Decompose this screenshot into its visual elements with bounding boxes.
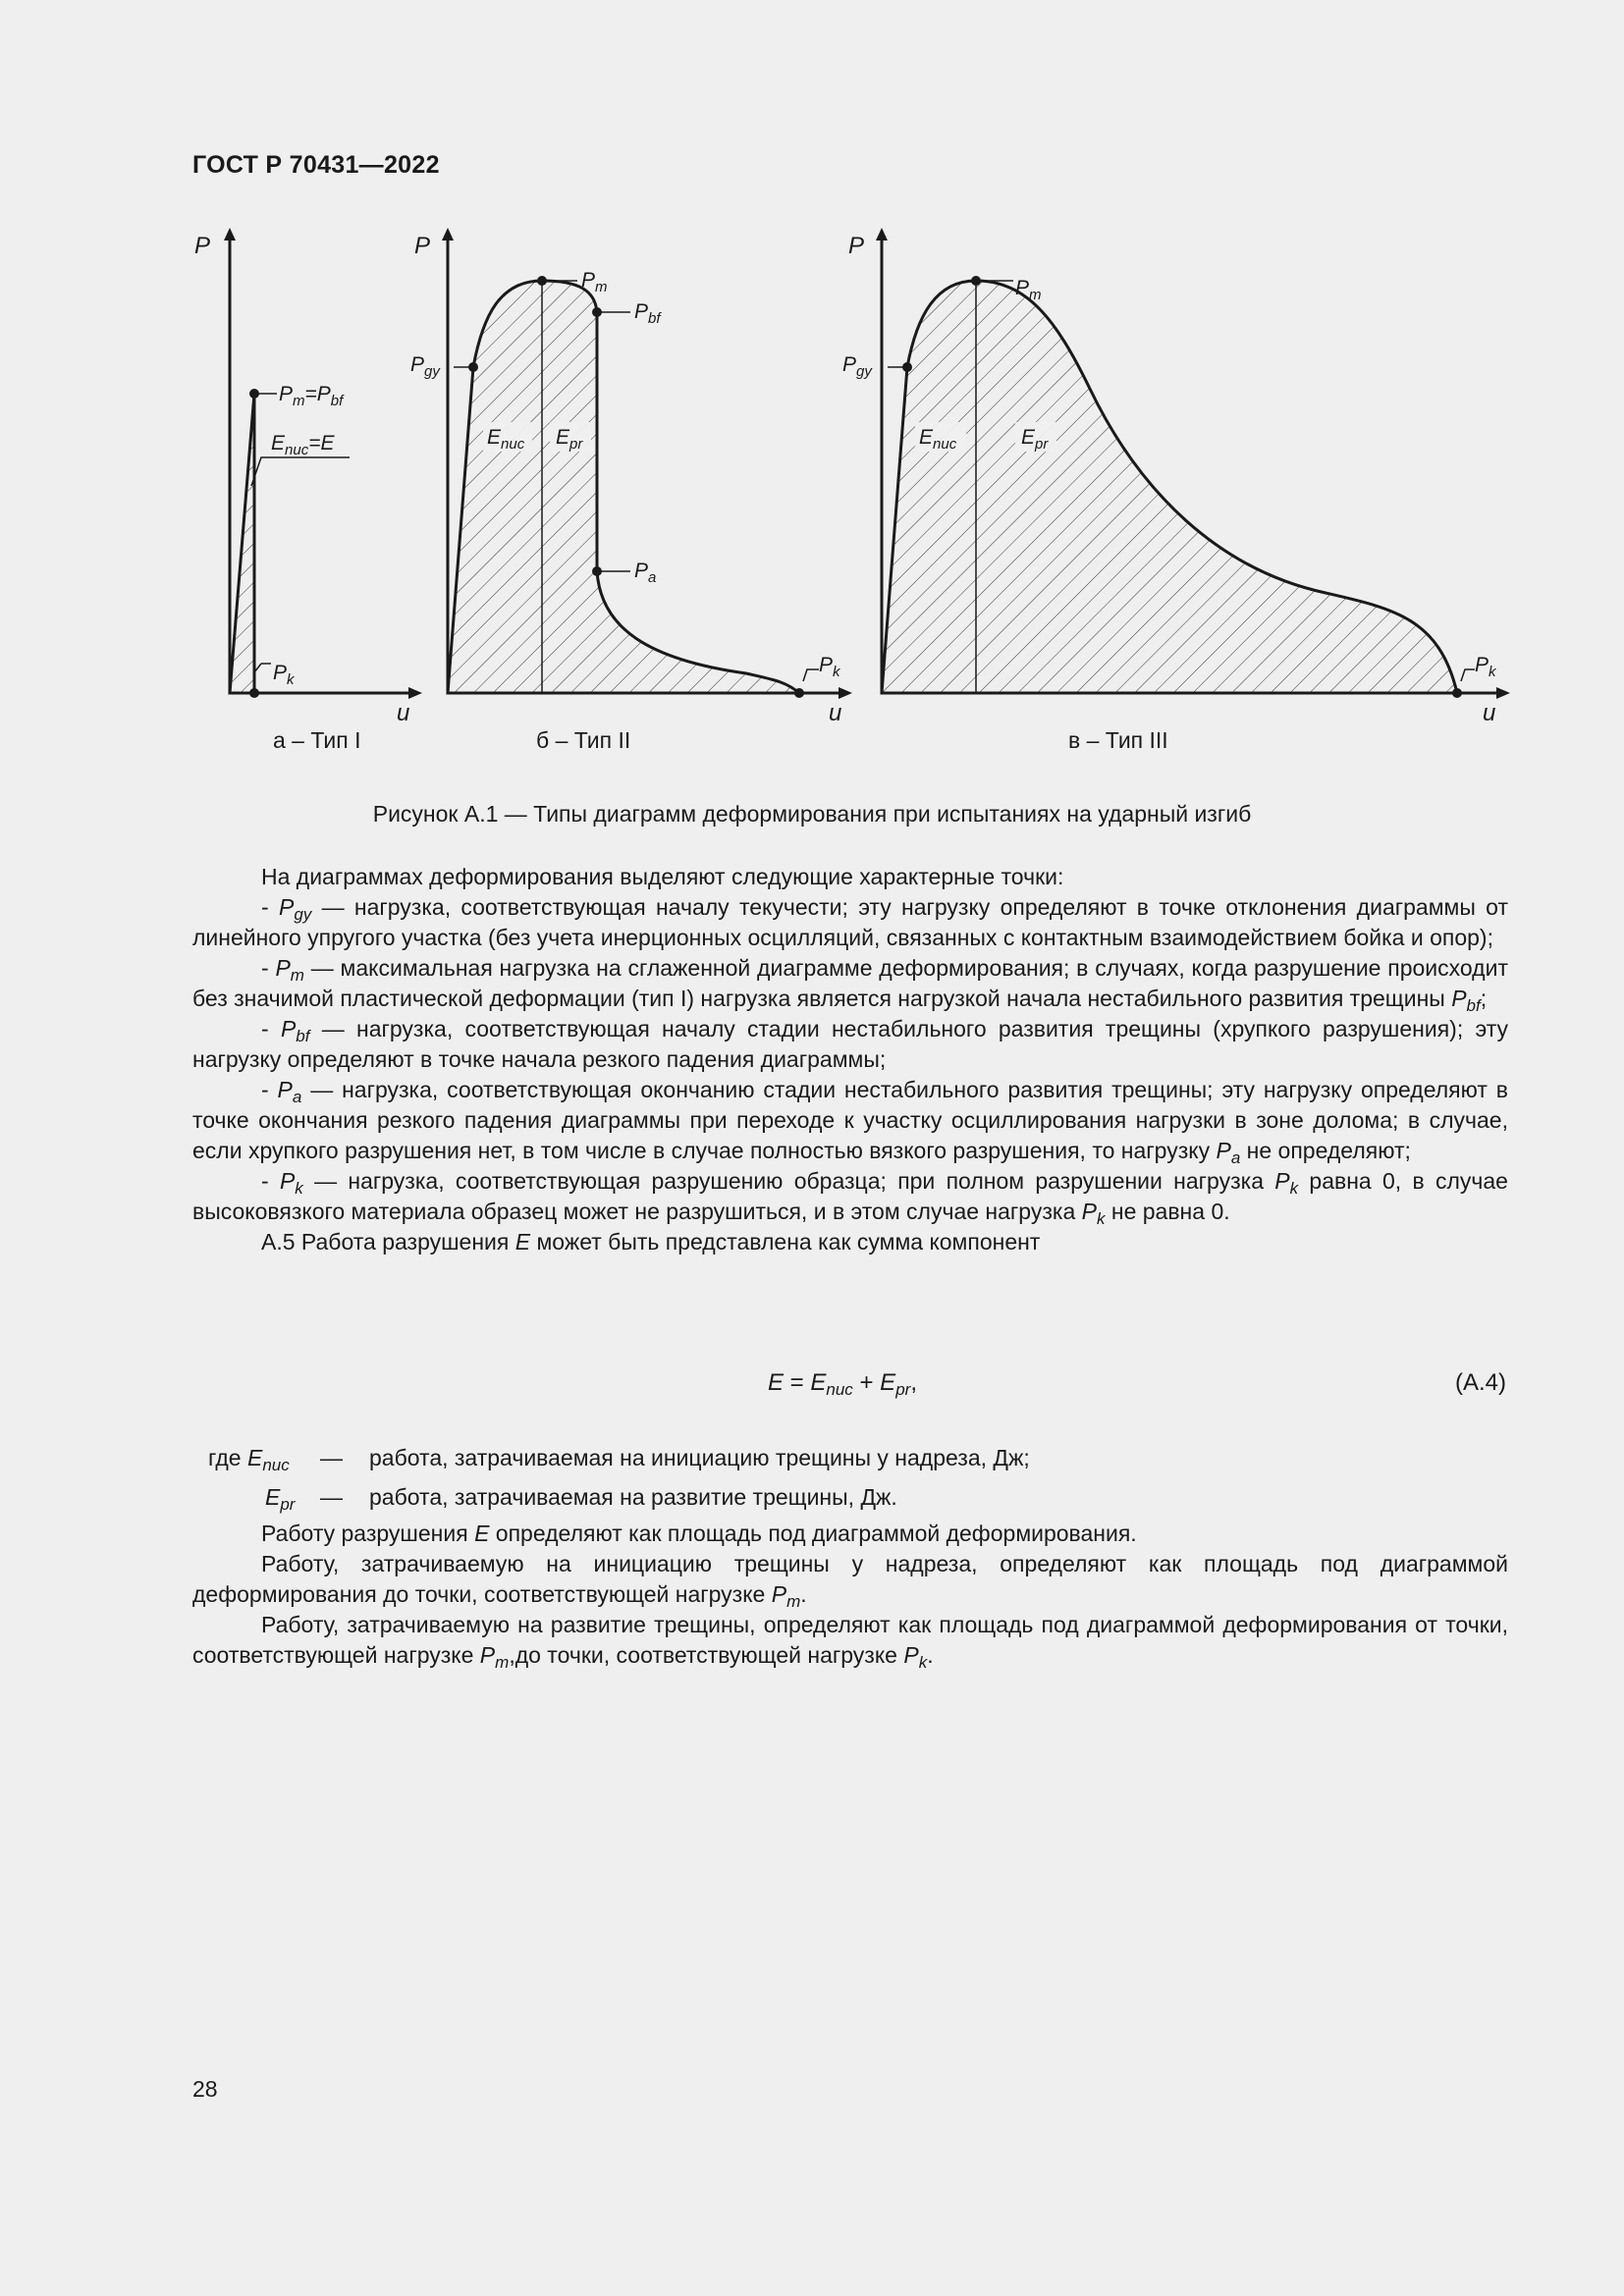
figure-caption: Рисунок А.1 — Типы диаграмм деформирования при испытаниях на ударный изгиб [372,801,1252,827]
definition-row: $E_{pr}$ — работа, затрачиваемая на развитие трещины, Дж. [265,1484,897,1514]
curve-type-1 [230,394,254,693]
label-pm-2: $P_m$ [581,269,608,295]
paragraph-work-nuc: Работу, затрачиваемую на инициацию трещины у надреза, определяют как площадь под диаграммой деформирования до точки, соответствующей нагрузке $P_m$. [192,1551,1508,1611]
label-pm-pbf: $P_m=P_{bf}$ [279,383,344,409]
point-pk-3 [1452,688,1462,698]
label-enuc-3: $E_{nuc}$ [919,426,957,453]
definition-row: где $E_{nuc}$ — работа, затрачиваемая на инициацию трещины у надреза, Дж; [208,1445,1030,1474]
label-pgy-3: $P_{gy}$ [842,353,872,380]
u-axis-label-2: u [829,700,842,726]
intro-paragraph: На диаграммах деформирования выделяют следующие характерные точки: [261,864,1064,889]
caption-type-1: а – Тип I [273,727,361,753]
label-pk-1: $P_k$ [273,662,295,688]
page-number: 28 [192,2076,218,2102]
paragraph-work-pr: Работу, затрачиваемую на развитие трещины, определяют как площадь под диаграммой деформирования от точки, соответствующей нагрузке $P_m,до$ точки, соответствующей нагрузке $P_k$. [192,1612,1508,1672]
u-axis-label-3: u [1483,700,1496,726]
curve-type-3 [882,281,1457,693]
u-axis-label-1: u [397,700,410,726]
definition-pm: - $P_m$ — максимальная нагрузка на сглаженной диаграмме деформирования; в случаях, когда разрушение происходит без значимой пластической деформации (тип I) нагрузка является нагрузкой начала нестабильного развития трещины $P_{bf}$; [192,955,1508,1015]
formula-expression: $E = E_{nuc} + E_{pr}$, [768,1369,917,1399]
label-pk-2: $P_k$ [819,654,840,680]
body-text [192,862,1508,1257]
label-enuc-2: $E_{nuc}$ [487,426,525,453]
caption-type-3: в – Тип III [1068,727,1168,753]
paragraph-work-total: Работу разрушения E определяют как площадь под диаграммой деформирования. [261,1521,1137,1546]
p-axis-label-1: P [194,233,211,259]
p-axis-label-3: P [848,233,865,259]
document-header: ГОСТ Р 70431—2022 [192,151,440,179]
label-epr-2: $E_{pr}$ [556,426,583,453]
point-pk-1 [249,688,259,698]
definition-pk: - $P_k$ — нагрузка, соответствующая разрушению образца; при полном разрушении нагрузка $P_k$ равна 0, в случае высоковязкого материала образец может не разрушиться, и в этом случае нагрузка $P_k$ не равна 0. [192,1168,1508,1228]
formula-definitions [192,1440,1508,1519]
curve-type-2 [448,281,799,693]
label-pm-3: $P_m$ [1015,277,1042,303]
label-pgy-2: $P_{gy}$ [410,353,440,380]
p-axis-label-2: P [414,233,431,259]
formula-number: (А.4) [1455,1369,1507,1396]
definition-pgy: - $P_{gy}$ — нагрузка, соответствующая началу текучести; эту нагрузку определяют в точке отклонения диаграммы от линейного упругого участка (без учета инерционных осцилляций, связанных с контактным взаимодействием бойка и опор); [192,894,1508,950]
definition-pbf: - $P_{bf}$ — нагрузка, соответствующая началу стадии нестабильного развития трещины (хрупкого разрушения); эту нагрузку определяют в точке начала резкого падения диаграммы; [192,1016,1508,1072]
caption-type-2: б – Тип II [536,727,631,753]
label-pk-3: $P_k$ [1475,654,1496,680]
panel-type-3 [842,228,1510,753]
label-pa-2: $P_a$ [634,560,657,586]
panel-type-2 [410,228,852,753]
closing-paragraphs [192,1519,1508,1671]
definition-pa: - $P_a$ — нагрузка, соответствующая окончанию стадии нестабильного развития трещины; эту нагрузку определяют в точке окончания резкого падения диаграммы при переходе к участку осциллирования нагрузки в зоне долома; в случае, если хрупкого разрушения нет, в том числе в случае полностью вязкого разрушения, то нагрузку $P_a$ не определяют; [192,1077,1508,1167]
point-pk-2 [794,688,804,698]
deformation-diagrams-figure [0,0,1624,785]
paragraph-a5: А.5 Работа разрушения E может быть представлена как сумма компонент [261,1229,1041,1255]
panel-type-1 [194,228,422,753]
label-pbf-2: $P_{bf}$ [634,300,661,327]
label-epr-3: $E_{pr}$ [1021,426,1049,453]
label-enuc-e: $E_{nuc}=E$ [271,432,335,458]
